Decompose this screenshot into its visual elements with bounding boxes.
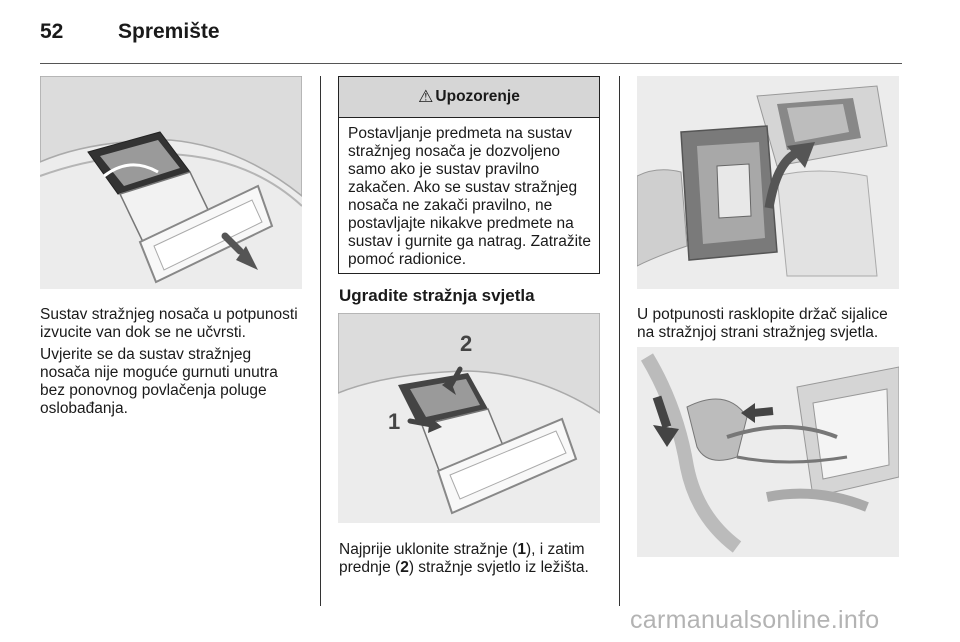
warning-header <box>339 77 599 118</box>
warning-box <box>338 76 600 274</box>
page-number: 52 <box>40 20 64 43</box>
column-divider-1 <box>320 76 321 606</box>
paragraph-unfold-holder: U potpunosti rasklopite držač sijalice na stražnjoj strani stražnjeg svjetla. <box>637 306 888 341</box>
paragraph-pull-out: Sustav stražnjeg nosača u potpunosti izvucite van dok se ne učvrsti. <box>40 306 298 341</box>
callout-2: 2 <box>460 331 473 356</box>
page-title: Spremište <box>118 20 220 43</box>
page-header <box>40 14 902 54</box>
watermark: carmanualsonline.info <box>630 606 880 634</box>
header-rule <box>40 63 902 64</box>
warning-title: Upozorenje <box>435 88 520 105</box>
figure-bulb-holder-detail <box>637 347 899 557</box>
figure-remove-lights <box>338 313 600 523</box>
paragraph-verify-locked: Uvjerite se da sustav stražnjeg nosača nije moguće gurnuti unutra bez ponovnog povlačenja poluge oslobađanja. <box>40 346 278 417</box>
warning-triangle-icon: ⚠ <box>418 87 434 106</box>
figure-carrier-pulled-out <box>40 76 302 289</box>
callout-1: 1 <box>388 409 401 434</box>
section-heading: Ugradite stražnja svjetla <box>339 286 535 305</box>
paragraph-remove-lights: Najprije uklonite stražnje (1), i zatim prednje (2) stražnje svjetlo iz ležišta. <box>339 541 589 576</box>
column-divider-2 <box>619 76 620 606</box>
warning-text: Postavljanje predmeta na sustav stražnjeg nosača je dozvoljeno samo ako je sustav pravilno zakačen. Ako se sustav stražnjeg nosača ne zakači pravilno, ne postavljajte nikakve predmete na sustav i gurnite ga natrag. Zatražite pomoć radionice. <box>348 125 591 268</box>
figure-unfold-bulb-holder <box>637 76 899 289</box>
